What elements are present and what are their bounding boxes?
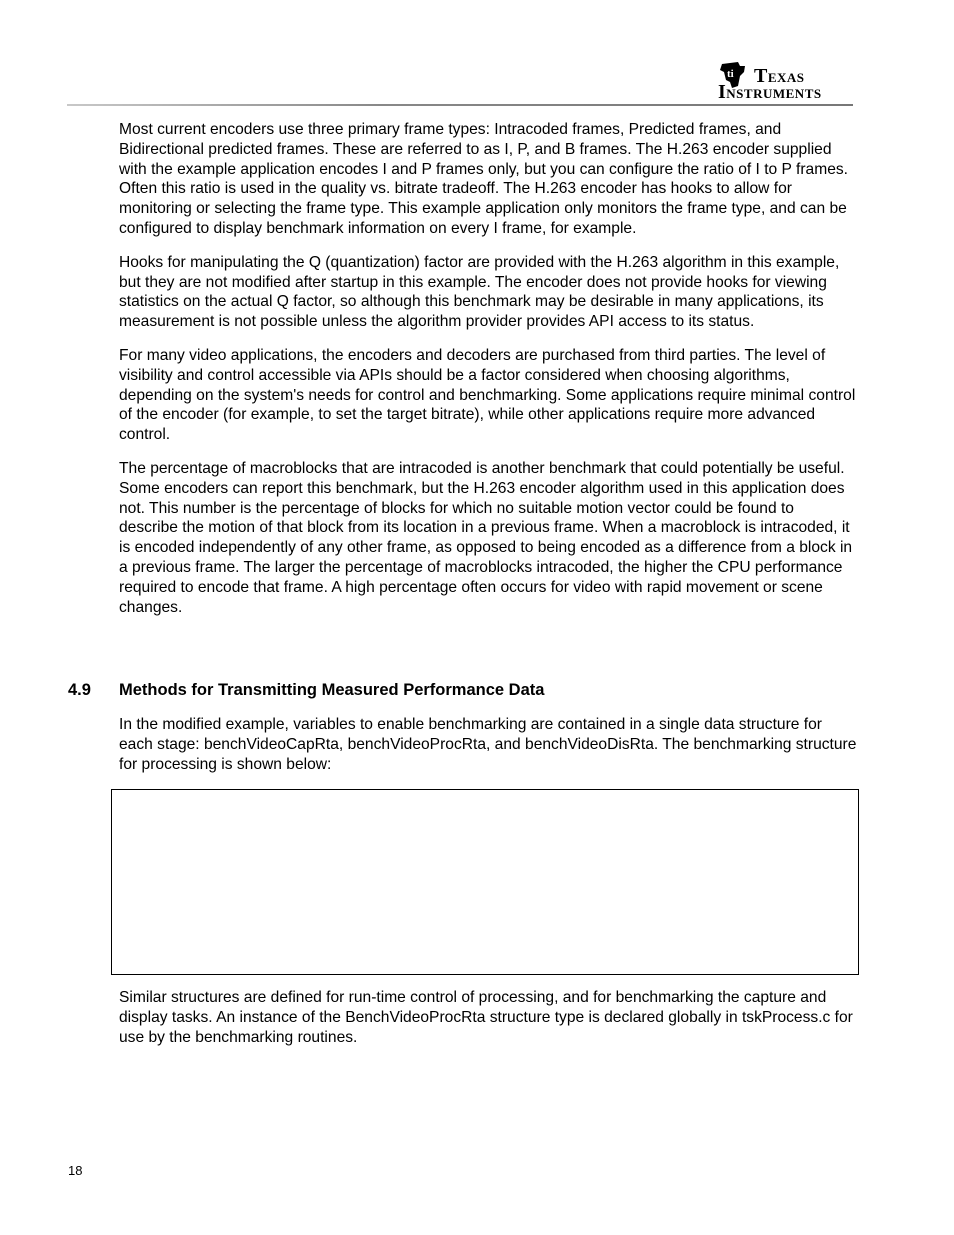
paragraph: The percentage of macroblocks that are intracoded is another benchmark that could potentially be useful. Some encoders can report this benchmark, but the H.263 encoder algorithm used in this application does not. This number is the percentage of blocks for which no suitable motion vector could be found to describe the motion of that block from its location in a previous frame. When a macroblock is intracoded, it is encoded independently of any other frame, as opposed to being encoded as a difference from a block in a previous frame. The larger the percentage of macroblocks intracoded, the higher the CPU performance required to encode that frame. A high percentage often occurs for video with rapid movement or scene changes.	[119, 459, 853, 616]
paragraph: Hooks for manipulating the Q (quantization) factor are provided with the H.263 algorithm in this example, but they are not modified after startup in this example. The encoder does not provide hooks for viewing statistics on the actual Q factor, so although this benchmark may be desirable in many applications, its measurement is not possible unless the algorithm provider provides API access to its status.	[119, 253, 840, 331]
texas-instruments-logo	[718, 60, 848, 102]
paragraph: Most current encoders use three primary frame types: Intracoded frames, Predicted frames, and Bidirectional predicted frames. These are referred to as I, P, and B frames. The H.263 encoder supplied with the example application encodes I and P frames only, but you can configure the ratio of I to P frames. Often this ratio is used in the quality vs. bitrate tradeoff. The H.263 encoder has hooks to allow for monitoring or selecting the frame type. This example application only monitors the frame type, and can be configured to display benchmark information on every I frame, for example.	[119, 121, 848, 237]
section-number: 4.9	[68, 681, 91, 699]
paragraph: For many video applications, the encoders and decoders are purchased from third parties. The level of visibility and control accessible via APIs should be a factor considered when choosing algorithms, depending on the system's needs for control and benchmarking. Some applications require minimal control of the encoder (for example, to set the target bitrate), while other applications require more advanced control.	[119, 346, 856, 444]
logo-text-instruments: INSTRUMENTS	[718, 81, 822, 103]
code-listing-box	[111, 789, 859, 975]
page-number: 18	[68, 1163, 83, 1178]
logo-text-texas: TEXAS	[754, 65, 805, 87]
section-heading	[68, 680, 848, 700]
svg-text:ti: ti	[727, 68, 734, 80]
body-text	[119, 120, 857, 631]
paragraph: Similar structures are defined for run-time control of processing, and for benchmarking the capture and display tasks. An instance of the BenchVideoProcRta structure type is declared globally in tskProcess.c for use by the benchmarking routines.	[119, 989, 853, 1046]
header-rule	[67, 104, 853, 106]
paragraph: In the modified example, variables to enable benchmarking are contained in a single data structure for each stage: benchVideoCapRta, benchVideoProcRta, and benchVideoDisRta. The benchmarking structure for processing is shown below:	[119, 716, 857, 773]
section-outro	[119, 988, 857, 1047]
section-title: Methods for Transmitting Measured Performance Data	[119, 681, 545, 699]
section-intro	[119, 715, 857, 774]
